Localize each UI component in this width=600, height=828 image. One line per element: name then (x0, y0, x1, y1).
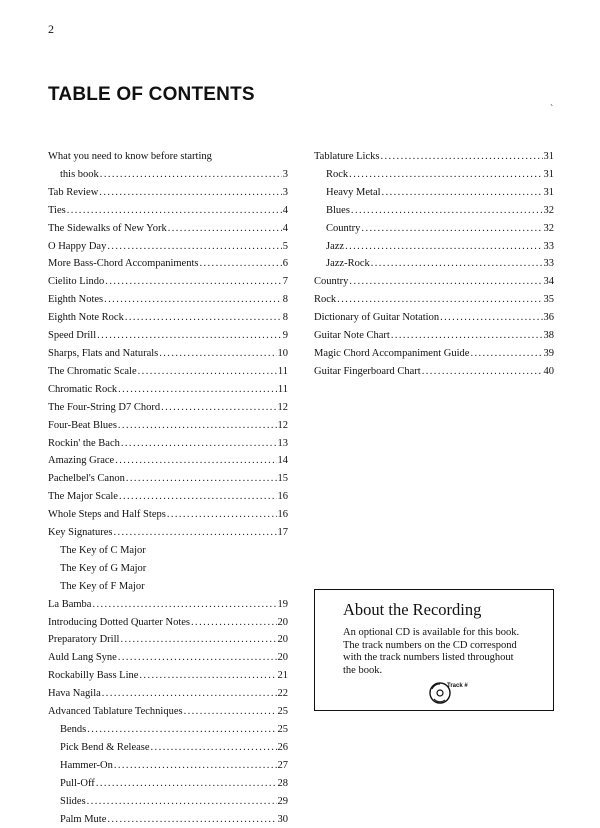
recording-text-line: An optional CD is available for this book. (343, 627, 520, 638)
recording-text-line: the book. (343, 664, 383, 676)
toc-entry[interactable] (314, 327, 554, 345)
dot-leader (114, 757, 277, 775)
dot-leader (167, 506, 277, 524)
toc-entry[interactable] (314, 345, 554, 363)
toc-entry[interactable] (314, 273, 554, 291)
toc-entry-title: La Bamba (48, 598, 92, 610)
toc-entry[interactable] (48, 757, 288, 775)
toc-entry-page: 16 (277, 509, 288, 521)
toc-entry-page: 11 (277, 383, 288, 395)
toc-entry-title: Country (326, 222, 361, 234)
toc-entry-page: 32 (543, 204, 554, 216)
toc-entry-title: The Chromatic Scale (48, 365, 137, 377)
dot-leader (382, 184, 543, 202)
toc-entry[interactable] (48, 238, 288, 256)
toc-entry-title: Eighth Note Rock (48, 312, 124, 324)
toc-entry-page: 4 (282, 222, 288, 234)
toc-entry-page: 29 (277, 795, 288, 807)
recording-text (343, 627, 537, 677)
dot-leader (121, 435, 277, 453)
dot-leader (337, 291, 542, 309)
dot-leader (422, 363, 543, 381)
toc-entry-page: 20 (277, 634, 288, 646)
toc-entry[interactable] (48, 685, 288, 703)
toc-entry[interactable] (314, 291, 554, 309)
toc-entry-title: The Sidewalks of New York (48, 222, 167, 234)
toc-entry-page: 30 (277, 813, 288, 825)
toc-entry-title: Pull-Off (60, 777, 95, 789)
toc-entry-title: Guitar Note Chart (314, 330, 390, 342)
toc-entry-page: 38 (543, 330, 554, 342)
toc-entry[interactable] (48, 166, 288, 184)
toc-entry-title: Slides (60, 795, 86, 807)
toc-entry-title: this book (60, 168, 99, 180)
toc-entry-page: 3 (282, 168, 288, 180)
toc-entry-page: 12 (277, 419, 288, 431)
dot-leader (168, 220, 282, 238)
toc-entry[interactable] (48, 631, 288, 649)
toc-entry-title: The Major Scale (48, 491, 118, 503)
toc-entry-page: 6 (282, 258, 288, 270)
toc-entry[interactable] (48, 452, 288, 470)
toc-entry[interactable] (48, 381, 288, 399)
toc-entry-title: The Four-String D7 Chord (48, 401, 161, 413)
dot-leader (104, 291, 282, 309)
toc-entry[interactable] (314, 363, 554, 381)
toc-entry[interactable] (314, 255, 554, 273)
dot-leader (102, 685, 277, 703)
key-signature-subitem: The Key of C Major (60, 544, 146, 556)
toc-entry[interactable] (48, 291, 288, 309)
toc-entry-page: 25 (277, 706, 288, 718)
toc-entry[interactable] (314, 184, 554, 202)
dot-leader (100, 166, 282, 184)
dot-leader (184, 703, 277, 721)
toc-entry-title: Pachelbel's Canon (48, 473, 125, 485)
toc-entry-page: 31 (543, 151, 554, 162)
toc-entry[interactable] (48, 524, 288, 542)
dot-leader (125, 309, 282, 327)
recording-title: About the Recording (343, 600, 482, 619)
toc-entry-title: Eighth Notes (48, 294, 104, 306)
dot-leader (115, 452, 276, 470)
toc-entry-title: Advanced Tablature Techniques (48, 706, 183, 718)
toc-entry-page: 20 (277, 652, 288, 664)
toc-entry-title: Amazing Grace (48, 455, 115, 467)
dot-leader (470, 345, 542, 363)
toc-entry[interactable] (314, 166, 554, 184)
toc-entry-page: 21 (277, 670, 288, 682)
toc-entry[interactable] (48, 793, 288, 811)
toc-entry-title: Rockin' the Bach (48, 437, 120, 449)
dot-leader (199, 255, 281, 273)
toc-entry-page: 12 (277, 401, 288, 413)
toc-entry-page: 5 (282, 240, 288, 252)
toc-entry-page: 40 (543, 365, 554, 377)
toc-entry-page: 9 (282, 330, 288, 342)
dot-leader (371, 255, 543, 273)
dot-leader (118, 381, 277, 399)
toc-entry-page: 10 (277, 347, 288, 359)
toc-entry[interactable] (48, 399, 288, 417)
toc-entry-page: 22 (277, 688, 288, 700)
toc-entry-page: 20 (277, 616, 288, 628)
toc-entry-page: 26 (277, 741, 288, 753)
toc-entry[interactable] (48, 363, 288, 381)
toc-entry-title: Country (314, 276, 349, 288)
key-signature-subitem: The Key of G Major (60, 562, 147, 574)
dot-leader (99, 184, 281, 202)
dot-leader (349, 166, 542, 184)
toc-entry[interactable] (48, 470, 288, 488)
dot-leader (119, 488, 277, 506)
toc-entry-page: 33 (543, 240, 554, 252)
dot-leader (126, 470, 277, 488)
dot-leader (87, 721, 276, 739)
toc-entry[interactable] (48, 811, 288, 828)
toc-entry-title: Whole Steps and Half Steps (48, 509, 166, 521)
dot-leader (351, 202, 543, 220)
dot-leader (118, 417, 277, 435)
toc-entry-title: Auld Lang Syne (48, 652, 117, 664)
toc-entry-page: 28 (277, 777, 288, 789)
toc-entry[interactable] (48, 775, 288, 793)
toc-entry[interactable] (48, 435, 288, 453)
toc-entry-title: Rockabilly Bass Line (48, 670, 139, 682)
toc-entry[interactable] (48, 255, 288, 273)
toc-left-column (48, 148, 288, 828)
toc-entry[interactable] (48, 309, 288, 327)
toc-entry-title: Speed Drill (48, 330, 97, 342)
dot-leader (440, 309, 542, 327)
toc-entry-page: 11 (277, 365, 288, 377)
cd-track-icon (343, 679, 537, 705)
dot-leader (67, 202, 282, 220)
toc-entry-page: 15 (277, 473, 288, 485)
toc-entry-title: Chromatic Rock (48, 383, 118, 395)
dot-leader (97, 327, 282, 345)
cd-track-svg (427, 679, 471, 705)
about-recording-box (314, 589, 554, 711)
toc-entry[interactable] (48, 649, 288, 667)
toc-entry[interactable] (48, 273, 288, 291)
page-number: 2 (48, 22, 54, 36)
toc-entry-title: Rock (326, 168, 349, 180)
toc-entry[interactable] (48, 417, 288, 435)
toc-entry-page: 16 (277, 491, 288, 503)
recording-text-line: with the track numbers listed throughout (343, 652, 514, 663)
toc-entry-title: Jazz (326, 240, 345, 252)
toc-entry[interactable] (48, 506, 288, 524)
dot-leader (380, 148, 542, 166)
toc-entry[interactable] (48, 614, 288, 632)
dot-leader (345, 238, 542, 256)
toc-entry[interactable] (48, 327, 288, 345)
dot-leader (87, 793, 277, 811)
toc-right-column (314, 148, 554, 381)
stray-mark: ` (550, 104, 554, 115)
dot-leader (107, 238, 281, 256)
toc-entry-page: 8 (282, 312, 288, 324)
recording-text-line: The track numbers on the CD correspond (343, 639, 517, 651)
dot-leader (151, 739, 277, 757)
toc-entry-title: Four-Beat Blues (48, 419, 117, 431)
toc-entry-page: 19 (277, 598, 288, 610)
toc-entry-page: 8 (282, 294, 288, 306)
toc-entry-title-line: What you need to know before starting (48, 151, 212, 162)
toc-entry-title: Preparatory Drill (48, 634, 120, 646)
dot-leader (161, 399, 276, 417)
toc-entry-page: 14 (277, 455, 288, 467)
dot-leader (105, 273, 281, 291)
dot-leader (120, 631, 276, 649)
dot-leader (96, 775, 277, 793)
toc-entry-title: Introducing Dotted Quarter Notes (48, 616, 191, 628)
toc-entry-title: Tab Review (48, 186, 99, 198)
toc-entry-page: 31 (543, 186, 554, 198)
toc-entry[interactable] (48, 739, 288, 757)
dot-leader (138, 363, 277, 381)
dot-leader (107, 811, 276, 828)
toc-entry-title: Palm Mute (60, 813, 107, 825)
toc-entry-title: More Bass-Chord Accompaniments (48, 258, 199, 270)
dot-leader (139, 667, 276, 685)
toc-entry[interactable] (314, 148, 554, 166)
toc-entry-title: Guitar Fingerboard Chart (314, 365, 421, 377)
toc-entry-page: 13 (277, 437, 288, 449)
toc-entry[interactable] (48, 596, 288, 614)
toc-entry-page: 27 (277, 759, 288, 771)
toc-entry[interactable] (48, 345, 288, 363)
toc-entry-title: Rock (314, 294, 337, 306)
toc-entry-title: Hammer-On (60, 759, 113, 771)
toc-entry[interactable] (48, 667, 288, 685)
toc-entry-title: Ties (48, 204, 66, 216)
dot-leader (113, 524, 276, 542)
page-title: TABLE OF CONTENTS (48, 84, 255, 105)
toc-entry-title: Pick Bend & Release (60, 741, 150, 753)
toc-entry-title: Dictionary of Guitar Notation (314, 312, 440, 324)
toc-entry-title: Heavy Metal (326, 186, 381, 198)
toc-entry-page: 35 (543, 294, 554, 306)
toc-entry-title: Cielito Lindo (48, 276, 105, 288)
toc-entry-page: 3 (282, 186, 288, 198)
toc-entry-page: 25 (277, 724, 288, 735)
toc-entry-title: Hava Nagila (48, 688, 101, 700)
toc-entry[interactable] (314, 238, 554, 256)
dot-leader (349, 273, 542, 291)
toc-entry[interactable] (48, 220, 288, 238)
toc-entry[interactable] (314, 202, 554, 220)
toc-entry-title: Bends (60, 724, 87, 735)
toc-entry-page: 36 (543, 312, 554, 324)
toc-entry-page: 33 (543, 258, 554, 270)
cd-track-label: Track # (447, 683, 468, 689)
toc-entry-title: O Happy Day (48, 240, 107, 252)
toc-entry[interactable] (48, 488, 288, 506)
dot-leader (118, 649, 277, 667)
dot-leader (391, 327, 543, 345)
dot-leader (361, 220, 542, 238)
toc-entry-page: 39 (543, 347, 554, 359)
toc-entry-title: Magic Chord Accompaniment Guide (314, 347, 470, 359)
toc-entry-page: 4 (282, 204, 288, 216)
dot-leader (191, 614, 276, 632)
toc-entry-title: Tablature Licks (314, 151, 380, 162)
toc-entry-page: 31 (543, 168, 554, 180)
key-signature-subitem: The Key of F Major (60, 580, 145, 592)
toc-entry-page: 32 (543, 222, 554, 234)
toc-entry[interactable] (48, 703, 288, 721)
toc-entry-title: Blues (326, 204, 350, 216)
toc-entry[interactable] (314, 309, 554, 327)
toc-entry-title: Sharps, Flats and Naturals (48, 347, 159, 359)
toc-entry[interactable] (48, 184, 288, 202)
toc-entry-page: 34 (543, 276, 554, 288)
toc-entry-page: 17 (277, 527, 288, 539)
toc-entry[interactable] (314, 220, 554, 238)
toc-entry-title: Jazz-Rock (326, 258, 370, 270)
toc-entry-page: 7 (282, 276, 288, 288)
dot-leader (159, 345, 276, 363)
toc-entry-title: Key Signatures (48, 527, 113, 539)
toc-entry[interactable] (48, 721, 288, 739)
dot-leader (92, 596, 276, 614)
toc-entry[interactable] (48, 202, 288, 220)
